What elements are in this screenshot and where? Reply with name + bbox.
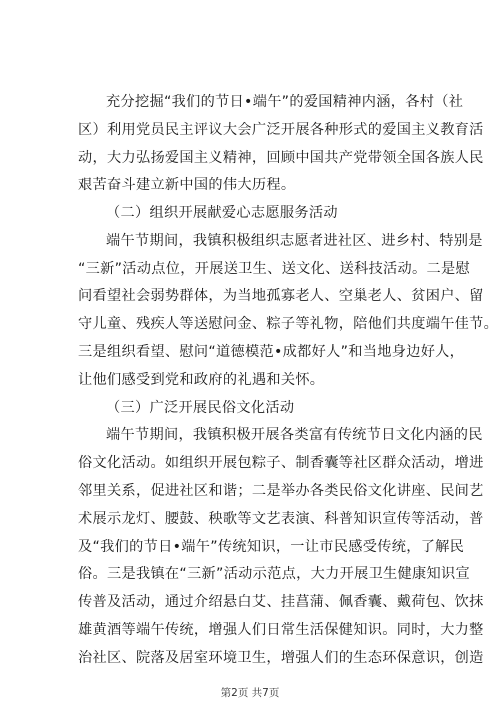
paragraph-line: 端午节期间，我镇积极开展各类富有传统节日文化内涵的民 [106,427,483,443]
paragraph-line: 区）利用党员民主评议大会广泛开展各种形式的爱国主义教育活 [78,122,484,138]
page-number: 第2页 共7页 [220,687,280,699]
section-heading: （二）组织开展献爱心志愿服务活动 [106,205,338,221]
paragraph-line: 守儿童、残疾人等送慰问金、粽子等礼物，陪他们共度端午佳节。 [78,316,499,332]
paragraph-line: 邻里关系，促进社区和谐；二是举办各类民俗文化讲座、民间艺 [78,483,484,499]
paragraph-line: 艰苦奋斗建立新中国的伟大历程。 [78,177,296,193]
section-heading: （三）广泛开展民俗文化活动 [106,400,295,416]
paragraph-line: 雄黄酒等端午传统，增强人们日常生活保健知识。同时，大力整 [78,622,484,638]
paragraph-line: 动，大力弘扬爱国主义精神，回顾中国共产党带领全国各族人民 [78,150,484,166]
paragraph-line: 及“我们的节日•端午”传统知识，一让市民感受传统，了解民 [78,539,465,555]
paragraph-line: “三新”活动点位，开展送卫生、送文化、送科技活动。二是慰 [78,261,470,277]
paragraph-line: 让他们感受到党和政府的礼遇和关怀。 [78,372,325,388]
paragraph-line: 充分挖掘“我们的节日•端午”的爱国精神内涵，各村（社 [106,94,464,110]
paragraph-line: 端午节期间，我镇积极组织志愿者进社区、进乡村、特别是 [106,233,483,249]
paragraph-line: 治社区、院落及居室环境卫生，增强人们的生态环保意识，创造 [78,650,484,666]
paragraph-line: 三是组织看望、慰问“道德模范•成都好人”和当地身边好人， [78,344,465,360]
paragraph-line: 问看望社会弱势群体，为当地孤寡老人、空巢老人、贫困户、留 [78,288,484,304]
paragraph-line: 传普及活动，通过介绍悬白艾、挂菖蒲、佩香囊、戴荷包、饮抹 [78,594,484,610]
paragraph-line: 术展示龙灯、腰鼓、秧歌等文艺表演、科普知识宣传等活动，普 [78,511,484,527]
paragraph-line: 俗文化活动。如组织开展包粽子、制香囊等社区群众活动，增进 [78,455,484,471]
paragraph-line: 俗。三是我镇在“三新”活动示范点，大力开展卫生健康知识宣 [78,566,470,582]
